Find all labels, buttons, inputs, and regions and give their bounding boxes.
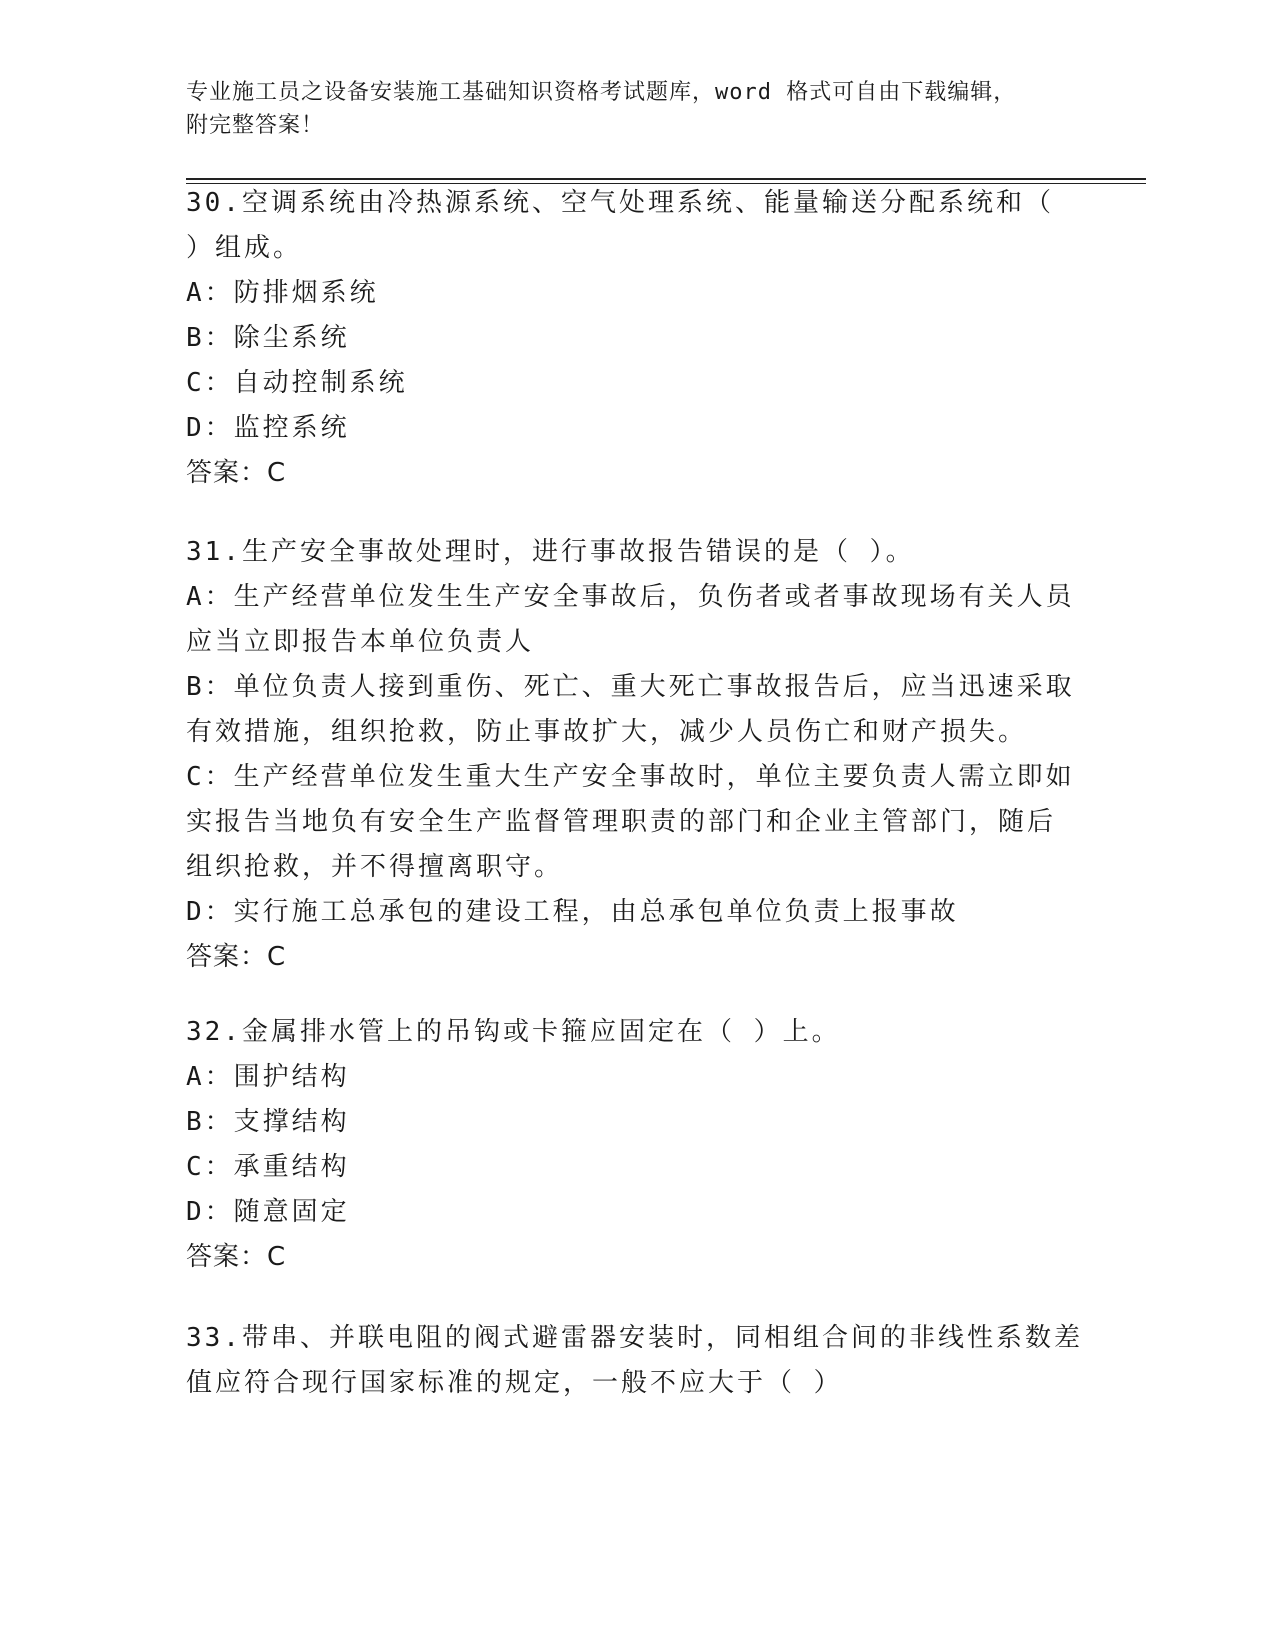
option-a: A：围护结构 <box>186 1062 350 1092</box>
header-line-2: 附完整答案！ <box>186 113 325 138</box>
option-a: A：生产经营单位发生生产安全事故后，负伤者或者事故现场有关人员 <box>186 582 1075 612</box>
answer-line: 答案：C <box>186 1242 287 1272</box>
option-b-continued: 有效措施，组织抢救，防止事故扩大，减少人员伤亡和财产损失。 <box>186 717 1028 747</box>
question-stem-line: 30.空调系统由冷热源系统、空气处理系统、能量输送分配系统和（ <box>186 188 1054 218</box>
option-b: B：单位负责人接到重伤、死亡、重大死亡事故报告后，应当迅速采取 <box>186 672 1075 702</box>
option-c: C：自动控制系统 <box>186 368 408 398</box>
document-header <box>186 76 1066 142</box>
question-32 <box>186 1010 1086 1280</box>
question-31 <box>186 530 1086 980</box>
answer-line: 答案：C <box>186 458 287 488</box>
question-stem-line: ）组成。 <box>186 233 303 263</box>
option-c-continued: 实报告当地负有安全生产监督管理职责的部门和企业主管部门，随后 <box>186 807 1057 837</box>
question-30 <box>186 181 1086 496</box>
option-d: D：监控系统 <box>186 413 350 443</box>
option-a: A：防排烟系统 <box>186 278 379 308</box>
header-line-1: 专业施工员之设备安装施工基础知识资格考试题库，word 格式可自由下载编辑， <box>186 80 1017 105</box>
question-33 <box>186 1316 1086 1406</box>
option-a-continued: 应当立即报告本单位负责人 <box>186 627 535 657</box>
option-c: C：承重结构 <box>186 1152 350 1182</box>
question-stem-line: 33.带串、并联电阻的阀式避雷器安装时，同相组合间的非线性系数差 <box>186 1323 1083 1353</box>
option-d: D：随意固定 <box>186 1197 350 1227</box>
option-c: C：生产经营单位发生重大生产安全事故时，单位主要负责人需立即如 <box>186 762 1075 792</box>
question-stem-line: 31.生产安全事故处理时，进行事故报告错误的是（ ）。 <box>186 537 915 567</box>
question-stem-line: 值应符合现行国家标准的规定，一般不应大于（ ） <box>186 1368 843 1398</box>
question-stem-line: 32.金属排水管上的吊钩或卡箍应固定在（ ）上。 <box>186 1017 841 1047</box>
option-b: B：除尘系统 <box>186 323 350 353</box>
answer-line: 答案：C <box>186 942 287 972</box>
option-c-continued: 组织抢救，并不得擅离职守。 <box>186 852 564 882</box>
option-d: D：实行施工总承包的建设工程，由总承包单位负责上报事故 <box>186 897 959 927</box>
option-b: B：支撑结构 <box>186 1107 350 1137</box>
header-divider-thick <box>186 178 1146 180</box>
